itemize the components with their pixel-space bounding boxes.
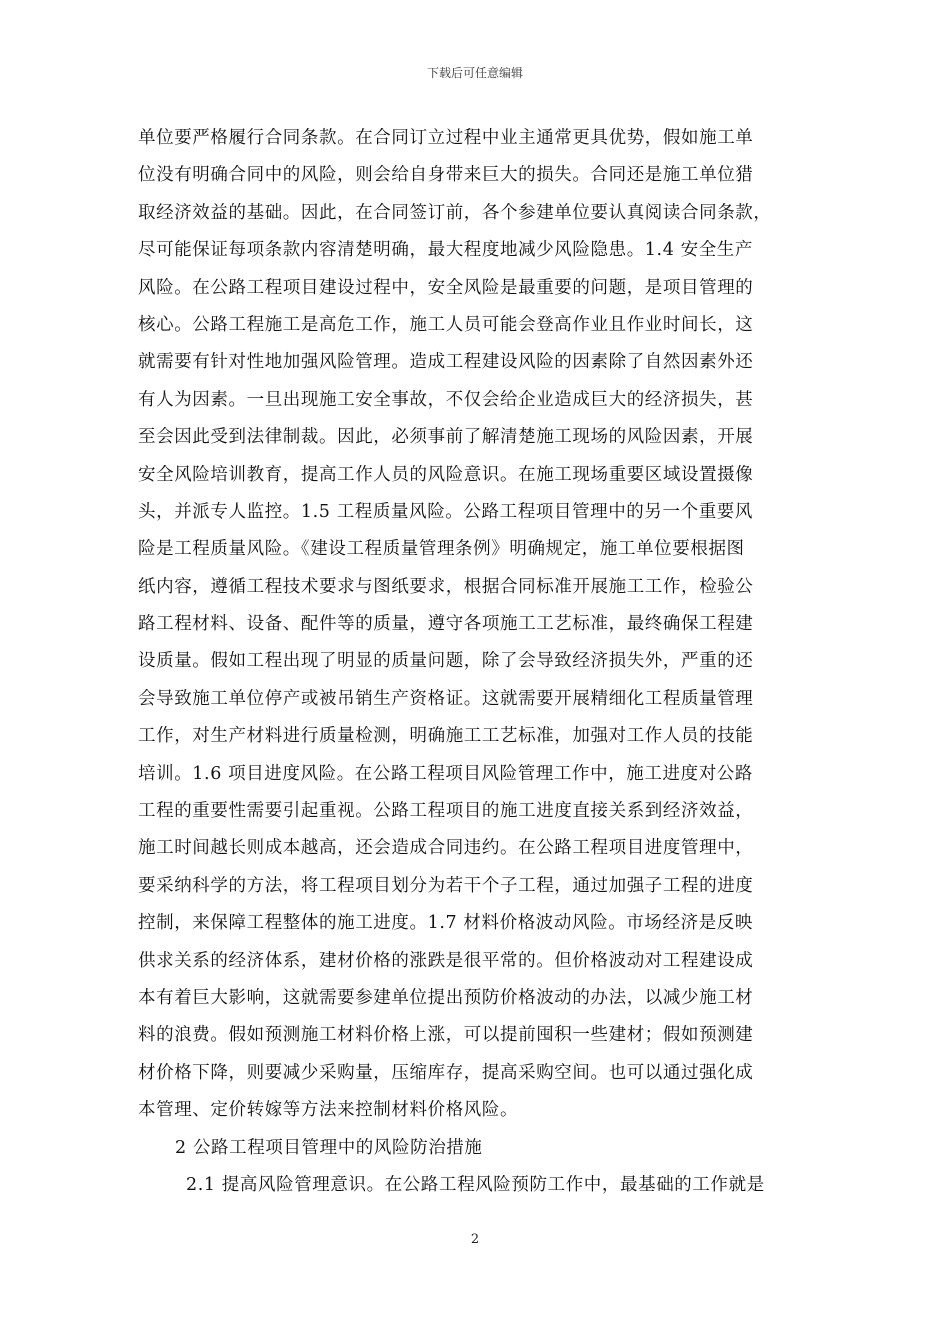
paragraph-line: 至会因此受到法律制裁。因此，必须事前了解清楚施工现场的风险因素，开展 [138, 427, 754, 448]
paragraph-line: 单位要严格履行合同条款。在合同订立过程中业主通常更具优势，假如施工单 [138, 128, 754, 148]
paragraph-line: 位没有明确合同中的风险，则会给自身带来巨大的损失。合同还是施工单位猎 [138, 165, 754, 186]
paragraph-line: 培训。1.6 项目进度风险。在公路工程项目风险管理工作中，施工进度对公路 [138, 763, 753, 784]
paragraph-line: 施工时间越长则成本越高，还会造成合同违约。在公路工程项目进度管理中， [138, 838, 754, 859]
paragraph-line: 工作，对生产材料进行质量检测，明确施工工艺标准，加强对工作人员的技能 [138, 726, 754, 747]
paragraph-line: 头，并派专人监控。1.5 工程质量风险。公路工程项目管理中的另一个重要风 [138, 501, 753, 522]
page-header: 下载后可任意编辑 [426, 66, 523, 80]
paragraph-line: 本有着巨大影响，这就需要参建单位提出预防价格波动的办法，以减少施工材 [138, 987, 754, 1008]
paragraph-line: 安全风险培训教育，提高工作人员的风险意识。在施工现场重要区域设置摄像 [138, 464, 754, 485]
body-text [138, 120, 818, 1204]
paragraph-line: 有人为因素。一旦出现施工安全事故，不仅会给企业造成巨大的经济损失，甚 [138, 389, 754, 410]
paragraph-line: 会导致施工单位停产或被吊销生产资格证。这就需要开展精细化工程质量管理 [138, 688, 754, 709]
subsection-line: 2.1 提高风险管理意识。在公路工程风险预防工作中，最基础的工作就是 [186, 1174, 765, 1195]
paragraph-line: 本管理、定价转嫁等方法来控制材料价格风险。 [138, 1100, 519, 1121]
section-heading: 2 公路工程项目管理中的风险防治措施 [175, 1137, 483, 1158]
paragraph-line: 核心。公路工程施工是高危工作，施工人员可能会登高作业且作业时间长，这 [138, 314, 754, 335]
page-number: 2 [470, 1232, 480, 1247]
paragraph-line: 工程的重要性需要引起重视。公路工程项目的施工进度直接关系到经济效益， [138, 801, 754, 822]
paragraph-line: 风险。在公路工程项目建设过程中，安全风险是最重要的问题，是项目管理的 [138, 277, 754, 298]
paragraph-line: 设质量。假如工程出现了明显的质量问题，除了会导致经济损失外，严重的还 [138, 651, 754, 672]
paragraph-line: 取经济效益的基础。因此，在合同签订前，各个参建单位要认真阅读合同条款， [138, 202, 772, 223]
paragraph-line: 纸内容，遵循工程技术要求与图纸要求，根据合同标准开展施工工作，检验公 [138, 576, 754, 597]
paragraph-line: 料的浪费。假如预测施工材料价格上涨，可以提前囤积一些建材；假如预测建 [138, 1025, 754, 1046]
paragraph-line: 材价格下降，则要减少采购量，压缩库存，提高采购空间。也可以通过强化成 [138, 1062, 754, 1083]
paragraph-line: 路工程材料、设备、配件等的质量，遵守各项施工工艺标准，最终确保工程建 [138, 614, 754, 635]
paragraph-line: 险是工程质量风险。《建设工程质量管理条例》明确规定，施工单位要根据图 [138, 539, 745, 560]
paragraph-line: 尽可能保证每项条款内容清楚明确，最大程度地减少风险隐患。1.4 安全生产 [138, 240, 753, 261]
paragraph-line: 控制，来保障工程整体的施工进度。1.7 材料价格波动风险。市场经济是反映 [138, 913, 753, 934]
paragraph-line: 就需要有针对性地加强风险管理。造成工程建设风险的因素除了自然因素外还 [138, 352, 754, 373]
paragraph-line: 供求关系的经济体系，建材价格的涨跌是很平常的。但价格波动对工程建设成 [138, 950, 754, 971]
paragraph-line: 要采纳科学的方法，将工程项目划分为若干个子工程，通过加强子工程的进度 [138, 875, 754, 896]
